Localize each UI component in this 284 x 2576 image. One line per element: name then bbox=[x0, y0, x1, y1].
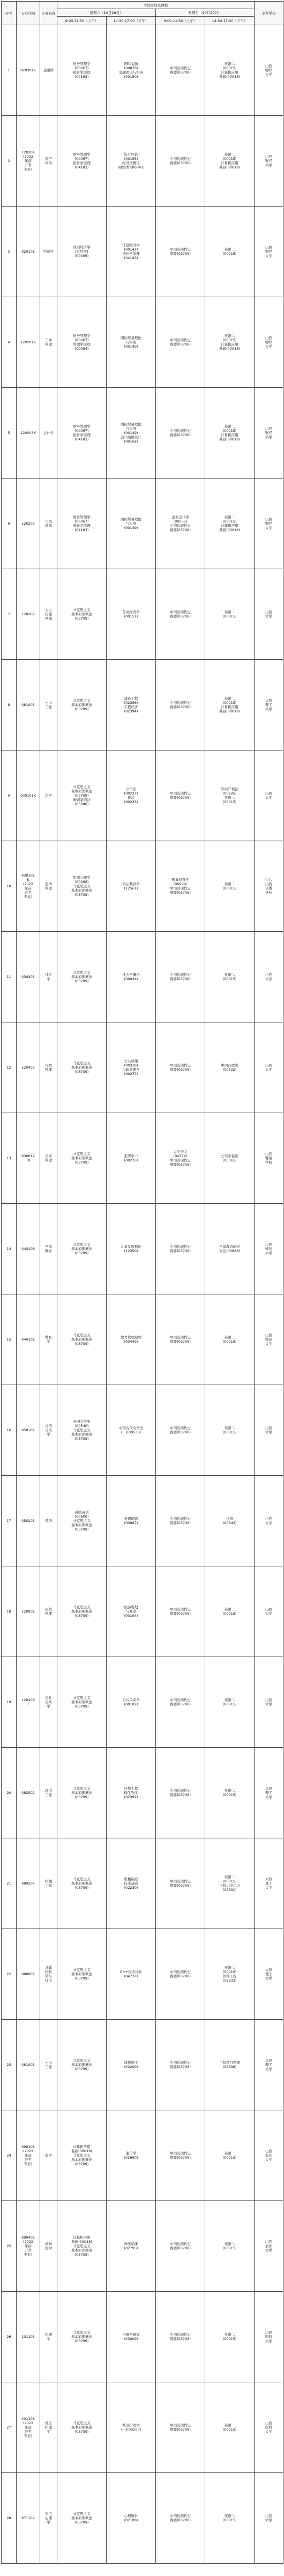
table-row bbox=[2, 841, 283, 932]
row-seq: 14 bbox=[2, 1204, 17, 1294]
row-exam-cell: 英语二 (00015) 计算机应用 基础(00018) bbox=[205, 660, 255, 750]
row-major-code: 030101K bbox=[17, 750, 40, 841]
row-seq: 17 bbox=[2, 1476, 17, 1566]
header-slot-sun-pm: 14:30-17:00（下午） bbox=[205, 17, 255, 25]
row-exam-cell: 英语二 (00015) bbox=[205, 841, 255, 932]
row-exam-cell: 知识产权法 (00226) 英语二 (00015) bbox=[205, 750, 255, 841]
row-exam-cell: 中国近现代史 纲要(03708) bbox=[156, 1476, 205, 1566]
row-major-name: 经济学 bbox=[40, 207, 57, 297]
row-exam-cell: 中国近现代史 纲要(03708) bbox=[156, 2201, 205, 2292]
row-seq: 3 bbox=[2, 207, 17, 297]
row-major-code: 020101 bbox=[17, 207, 40, 297]
row-seq: 25 bbox=[2, 2201, 17, 2292]
row-school: 山西 大学 bbox=[255, 569, 283, 660]
row-major-name: 环境 工程 bbox=[40, 1748, 57, 1838]
row-exam-cell: 英语二 (00015) 软件工程 (02333) bbox=[205, 1929, 255, 2020]
row-exam-cell: 兽医临床 (02795) bbox=[107, 2201, 156, 2292]
row-major-name: 旅游 管理 bbox=[40, 1566, 57, 1657]
row-school: 太原 理工 大学 bbox=[255, 1838, 283, 1929]
row-exam-cell: 环境工程 微生物学 (02392) bbox=[107, 1748, 156, 1838]
row-exam-cell: 刑事侦查学 (00999) 中国近现代史 纲要(03708) bbox=[156, 841, 205, 932]
table-row bbox=[2, 660, 283, 750]
row-exam-cell: 马克思主义 基本原理概论 (03709) bbox=[57, 1929, 107, 2020]
row-exam-cell: 中国近现代史 纲要(03708) bbox=[156, 569, 205, 660]
row-exam-cell: 英语二 (00015) 计算机应用 基础(00018) bbox=[205, 116, 255, 207]
table-row bbox=[2, 388, 283, 479]
row-exam-cell: 英语二 (00015) bbox=[205, 2382, 255, 2473]
row-seq: 26 bbox=[2, 2292, 17, 2382]
row-school: 山西 财经 大学 bbox=[255, 207, 283, 297]
row-major-name: 动物 医学 bbox=[40, 2201, 57, 2292]
row-exam-cell: 国际贸易理论 与实务 (00149) 会计制度设计 (00162) bbox=[107, 388, 156, 479]
row-exam-cell: 中国近现代史 纲要(03708) bbox=[156, 1657, 205, 1748]
row-exam-cell: 英语二 (00015) bbox=[205, 207, 255, 297]
table-row bbox=[2, 2020, 283, 2110]
row-major-name: 监所 管理 bbox=[40, 841, 57, 932]
row-school: 山西 财经 大学 bbox=[255, 479, 283, 569]
row-exam-cell: 儿童发展理论 (12350) bbox=[107, 1204, 156, 1294]
row-exam-cell: 马克思主义 基本原理概论 (03709) bbox=[57, 2473, 107, 2564]
row-exam-cell: 马克思主义 基本原理概论 (03709) bbox=[57, 1566, 107, 1657]
row-school: 山西 大学 bbox=[255, 932, 283, 1022]
row-exam-cell: 英语二 (00015) bbox=[205, 1294, 255, 1385]
row-exam-cell: 国际金融 (00076) 金融理论与实务 (00150) bbox=[107, 25, 156, 116]
row-seq: 28 bbox=[2, 2473, 17, 2564]
row-major-code: 090101 (2022 年前 开考 专业) bbox=[17, 2110, 40, 2201]
row-major-code: 120203K bbox=[17, 388, 40, 479]
row-school: 山西 大学 bbox=[255, 1022, 283, 1113]
row-exam-cell: 马克思主义 基本原理概论 (03709) bbox=[57, 2382, 107, 2473]
table-row bbox=[2, 569, 283, 660]
row-school: 山西 大学 bbox=[255, 1566, 283, 1657]
row-exam-cell: 英语翻译 (00087) bbox=[107, 1476, 156, 1566]
row-major-name: 土木 工程 bbox=[40, 660, 57, 750]
row-exam-cell: 公安学基础 (00365) bbox=[205, 1113, 255, 1204]
row-exam-cell: 马克思主义 基本原理概论 (03709) bbox=[57, 1657, 107, 1748]
row-exam-cell: 犯罪心理学 (00268) 马克思主义 基本原理概论 (03709) bbox=[57, 841, 107, 932]
header-sunday: 星期日（10月29日） bbox=[156, 9, 255, 17]
row-exam-cell: 英语二 (00015) 工程力学(二) (02391) bbox=[205, 1838, 255, 1929]
row-exam-cell: 马克思主义 基本原理概论 (03709) 婚姻家庭法 (05680) bbox=[57, 750, 107, 841]
row-major-name: 法学 bbox=[40, 750, 57, 841]
table-row bbox=[2, 932, 283, 1022]
row-seq: 16 bbox=[2, 1385, 17, 1476]
row-exam-cell: 英语二 (00015) bbox=[205, 1385, 255, 1476]
table-row bbox=[2, 750, 283, 841]
row-school: 山西 财经 大学 bbox=[255, 25, 283, 116]
row-exam-cell: 犯罪学一 (00235) bbox=[107, 1113, 156, 1204]
table-row bbox=[2, 1748, 283, 1838]
row-seq: 8 bbox=[2, 660, 17, 750]
row-exam-cell: 英语二 (00015) 计算机应用 基础(00018) bbox=[205, 388, 255, 479]
header-code: 专业代码 bbox=[17, 2, 40, 25]
row-exam-cell: 马克思主义 基本原理概论 (03709) bbox=[57, 1294, 107, 1385]
row-exam-cell: 中国近现代史 纲要(03708) bbox=[156, 1385, 205, 1476]
row-exam-cell: 英语二 (00015) bbox=[205, 1748, 255, 1838]
table-row bbox=[2, 297, 283, 388]
table-row bbox=[2, 1113, 283, 1204]
row-seq: 11 bbox=[2, 932, 17, 1022]
row-exam-cell: 中国近现代史 纲要(03708) bbox=[156, 2292, 205, 2382]
schedule-rows bbox=[2, 25, 283, 2564]
row-major-code: 080204 bbox=[17, 1838, 40, 1929]
row-exam-cell: 建筑施工 (02400) bbox=[107, 2020, 156, 2110]
row-exam-cell: 财务管理学 (00067) 统计学原理 (04183) bbox=[57, 25, 107, 116]
row-exam-cell: 中国近现代史 纲要(03708) bbox=[156, 1838, 205, 1929]
row-exam-cell: 公司法 (00227) 税法 (00233) bbox=[107, 750, 156, 841]
header-slot-sat-pm: 14:30-17:00（下午） bbox=[107, 17, 156, 25]
row-exam-cell: 大学语文 (04729) 中国近现代史 纲要(03708) bbox=[156, 1113, 205, 1204]
header-seq: 序号 bbox=[2, 2, 17, 25]
row-major-name: 会计学 bbox=[40, 388, 57, 479]
row-exam-cell: 高级英语 (00600) 马克思主义 基本原理概论 (03709) bbox=[57, 1476, 107, 1566]
row-exam-cell: 外国文学史 (00540) 马克思主义 基本原理概论 (03709) bbox=[57, 1385, 107, 1476]
row-major-code: 080901 bbox=[17, 1929, 40, 2020]
row-school: 山西 财经 大学 bbox=[255, 116, 283, 207]
row-exam-cell: 中国近现代史 纲要(03708) bbox=[156, 25, 205, 116]
table-row bbox=[2, 1385, 283, 1476]
row-exam-cell: 中国近现代史 纲要(03708) bbox=[156, 2110, 205, 2201]
row-exam-cell: 心理统计 (02108) bbox=[107, 2473, 156, 2564]
row-major-name: 公安 管理 bbox=[40, 1113, 57, 1204]
exam-schedule-table bbox=[1, 1, 283, 2564]
row-major-code: 081001 bbox=[17, 660, 40, 750]
row-exam-cell: 英语二 (00015) bbox=[205, 2473, 255, 2564]
row-exam-cell: 马克思主义 基本原理概论 (03709) bbox=[57, 932, 107, 1022]
row-exam-cell: 马克思主义 基本原理概论 (03709) bbox=[57, 2292, 107, 2382]
row-major-name: 应用 心理 学 bbox=[40, 2473, 57, 2564]
row-seq: 13 bbox=[2, 1113, 17, 1204]
row-exam-cell: 财务管理学 (00067) 统计学原理 (04183) bbox=[57, 116, 107, 207]
row-seq: 18 bbox=[2, 1566, 17, 1657]
header-name: 专业名称 bbox=[40, 2, 57, 25]
row-seq: 10 bbox=[2, 841, 17, 932]
row-exam-cell: 教育管理原理 (00449) bbox=[107, 1294, 156, 1385]
row-major-name: 护理 学 bbox=[40, 2292, 57, 2382]
row-school: 山西 师范 大学 bbox=[255, 1294, 283, 1385]
row-exam-cell: C++程序设计 (04737) bbox=[107, 1929, 156, 2020]
row-major-name: 学前 教育 bbox=[40, 1204, 57, 1294]
row-major-code: 071102 bbox=[17, 2473, 40, 2564]
row-school: 山西 警察 学院 bbox=[255, 1113, 283, 1204]
row-exam-cell: 遗传学 (02680) bbox=[107, 2110, 156, 2201]
table-row bbox=[2, 2292, 283, 2382]
row-major-name: 农学 bbox=[40, 2110, 57, 2201]
row-major-name: 公共 关系 学 bbox=[40, 1657, 57, 1748]
row-major-name: 行政 管理 bbox=[40, 1022, 57, 1113]
exam-schedule-sheet bbox=[1, 1, 283, 2564]
row-major-name: 人力 资源 管理 bbox=[40, 569, 57, 660]
row-exam-cell: 工程项目管理 (02398) bbox=[205, 2020, 255, 2110]
row-exam-cell: 英语二 (00015) bbox=[205, 569, 255, 660]
row-school: 太原 理工 大学 bbox=[255, 1748, 283, 1838]
row-exam-cell: 马克思主义 基本原理概论 (03709) bbox=[57, 1113, 107, 1204]
row-exam-cell: 马克思主义 基本原理概论 (03709) bbox=[57, 569, 107, 660]
row-major-code: 030101 K (2022 年前 开考 专业) bbox=[17, 841, 40, 932]
row-exam-cell: 中国近现代史 纲要(03708) bbox=[156, 750, 205, 841]
row-school: 山西 大学 bbox=[255, 1476, 283, 1566]
table-row bbox=[2, 25, 283, 116]
row-seq: 7 bbox=[2, 569, 17, 660]
header-saturday: 星期六（10月28日） bbox=[57, 9, 156, 17]
row-school: 山西 大学 bbox=[255, 2473, 283, 2564]
row-seq: 9 bbox=[2, 750, 17, 841]
table-row bbox=[2, 1657, 283, 1748]
row-exam-cell: 中国近现代史 纲要(03708) bbox=[156, 932, 205, 1022]
row-exam-cell: 学前教育研究 方法(00888) bbox=[205, 1204, 255, 1294]
row-exam-cell: 中国行政史 (00322) bbox=[205, 1022, 255, 1113]
row-seq: 23 bbox=[2, 2020, 17, 2110]
row-exam-cell: 中国近现代史 纲要(03708) bbox=[156, 207, 205, 297]
row-school: 山西 农业 大学 bbox=[255, 2201, 283, 2292]
row-major-name: 金融学 bbox=[40, 25, 57, 116]
row-major-code: 120402 bbox=[17, 1022, 40, 1113]
row-seq: 2 bbox=[2, 116, 17, 207]
row-major-code: 040106 bbox=[17, 1204, 40, 1294]
row-major-name: 教育 学 bbox=[40, 1294, 57, 1385]
row-major-code: 120206 bbox=[17, 569, 40, 660]
row-seq: 15 bbox=[2, 1294, 17, 1385]
row-exam-cell: 中国近现代史 纲要(03708) bbox=[156, 1566, 205, 1657]
row-major-name: 工商 管理 bbox=[40, 297, 57, 388]
row-major-code: 081001 bbox=[17, 2020, 40, 2110]
table-row bbox=[2, 1476, 283, 1566]
row-exam-cell: 英语二 (00015) bbox=[205, 2292, 255, 2382]
row-seq: 20 bbox=[2, 1748, 17, 1838]
row-exam-cell: 财务管理学 (00067) 统计学原理 (04183) bbox=[57, 479, 107, 569]
row-exam-cell: 财务管理学 (00067) 统计学原理 (04183) bbox=[57, 388, 107, 479]
row-major-name: 市场 营销 bbox=[40, 479, 57, 569]
row-major-code: 401101 (2022 年前 开考 专业) bbox=[17, 2382, 40, 2473]
row-school: 山西 大学 bbox=[255, 1657, 283, 1748]
table-row bbox=[2, 1294, 283, 1385]
row-exam-cell: 英语二 (00015) 计算机应用 基础(00018) bbox=[205, 25, 255, 116]
row-school: 山西 医科 大学 bbox=[255, 2382, 283, 2473]
row-major-name: 计算 机科 学与 技术 bbox=[40, 1929, 57, 2020]
row-exam-cell: 计算机应用 基础(00018) 马克思主义 基本原理概论 (03709) bbox=[57, 2110, 107, 2201]
row-exam-cell: 计算机应用 基础(00018) 马克思主义 基本原理概论 (03709) bbox=[57, 2201, 107, 2292]
row-major-code: 120901 bbox=[17, 1566, 40, 1657]
table-row bbox=[2, 1022, 283, 1113]
row-seq: 19 bbox=[2, 1657, 17, 1748]
table-row bbox=[2, 2110, 283, 2201]
row-exam-cell: 旅游规划 与开发 (00194) bbox=[107, 1566, 156, 1657]
header-slot-sat-am: 9:00-11:30（上午） bbox=[57, 17, 107, 25]
row-major-code: 120409 T bbox=[17, 1657, 40, 1748]
table-row bbox=[2, 116, 283, 207]
row-major-code: 120201K bbox=[17, 297, 40, 388]
row-exam-cell: 英语二 (00015) bbox=[205, 2201, 255, 2292]
table-row bbox=[2, 2382, 283, 2473]
row-major-code: 020301K bbox=[17, 25, 40, 116]
row-exam-cell: 英语二 (00015) bbox=[205, 2110, 255, 2201]
row-exam-cell: 马克思主义 基本原理概论 (03709) bbox=[57, 660, 107, 750]
row-major-code: 090401 (2022 年前 开考 专业) bbox=[17, 2201, 40, 2292]
row-exam-cell: 中国近现代史 纲要(03708) bbox=[156, 1929, 205, 2020]
row-exam-cell: 英语二 (00015) 计算机应用 基础(00018) bbox=[205, 297, 255, 388]
row-major-name: 汉语 言文 学 bbox=[40, 1385, 57, 1476]
table-row bbox=[2, 2201, 283, 2292]
header-school: 主考学校 bbox=[255, 2, 283, 25]
row-exam-cell: 护理学研究 (03009) bbox=[107, 2292, 156, 2382]
row-exam-cell: 中国近现代史 纲要(03708) bbox=[156, 1294, 205, 1385]
row-major-name: 机械 工程 bbox=[40, 1838, 57, 1929]
row-exam-cell: 中国近现代史 纲要(03708) bbox=[156, 2473, 205, 2564]
row-major-code: 120201 (2022 年前 开考 专业) bbox=[17, 116, 40, 207]
row-exam-cell: 马克思主义 基本原理概论 (03709) bbox=[57, 2020, 107, 2110]
table-row bbox=[2, 207, 283, 297]
row-major-code: 050101 bbox=[17, 1385, 40, 1476]
row-exam-cell: 劳动经济学 (00151) bbox=[107, 569, 156, 660]
row-school: 山西 财经 大学 bbox=[255, 388, 283, 479]
row-seq: 21 bbox=[2, 1838, 17, 1929]
row-school: 太原 理工 大学 bbox=[255, 660, 283, 750]
row-exam-cell: 中国近现代史 纲要(03708) bbox=[156, 1022, 205, 1113]
row-school: 山西 师范 大学 bbox=[255, 1204, 283, 1294]
row-exam-cell: 马克思主义 基本原理概论 (03709) bbox=[57, 1838, 107, 1929]
row-major-code: 050201 bbox=[17, 1476, 40, 1566]
table-row bbox=[2, 1929, 283, 2020]
table-row bbox=[2, 1838, 283, 1929]
row-exam-cell: 日语 (00843) bbox=[205, 1476, 255, 1566]
row-exam-cell: 国际贸易理论 与实务 (00149) bbox=[107, 297, 156, 388]
row-major-name: 土木 工程 bbox=[40, 2020, 57, 2110]
row-seq: 5 bbox=[2, 388, 17, 479]
row-seq: 4 bbox=[2, 297, 17, 388]
row-major-name: 社会 学 bbox=[40, 932, 57, 1022]
row-seq: 24 bbox=[2, 2110, 17, 2201]
row-exam-cell: 中国古代文学史 (一)(00538) bbox=[107, 1385, 156, 1476]
row-exam-cell: 企业会计学 (00055) 中国近现代史 纲要(03708) bbox=[156, 479, 205, 569]
row-exam-cell: 马克思主义 基本原理概论 (03709) bbox=[57, 1204, 107, 1294]
row-major-code: 120202 bbox=[17, 479, 40, 569]
row-exam-cell: 中国近现代史 纲要(03708) bbox=[156, 388, 205, 479]
row-exam-cell: 中国近现代史 纲要(03708) bbox=[156, 1748, 205, 1838]
row-exam-cell: 机械制造 技术基础 (02230) bbox=[107, 1838, 156, 1929]
row-exam-cell: 英语二 (00015) bbox=[205, 1566, 255, 1657]
row-seq: 6 bbox=[2, 479, 17, 569]
row-exam-cell: 政治经济学 (财经类) (00009) bbox=[57, 207, 107, 297]
row-exam-cell: 马克思主义 基本原理概论 (03709) bbox=[57, 1022, 107, 1113]
row-exam-cell: 中国近现代史 纲要(03708) bbox=[156, 297, 205, 388]
row-major-name: 社区 护理 学 bbox=[40, 2382, 57, 2473]
row-exam-cell: 中国近现代史 纲要(03708) bbox=[156, 116, 205, 207]
row-exam-cell: 财务管理学 (00067) 管理学原理 (00054) bbox=[57, 297, 107, 388]
row-exam-cell: 中国近现代史 纲要(03708) bbox=[156, 2020, 205, 2110]
row-school: 山西 财经 大学 bbox=[255, 297, 283, 388]
row-seq: 12 bbox=[2, 1022, 17, 1113]
row-major-code: 101101 bbox=[17, 2292, 40, 2382]
row-exam-cell: 公共关系学 (00182) bbox=[107, 1657, 156, 1748]
row-exam-cell: 国际贸易理论 与实务 (00149) bbox=[107, 479, 156, 569]
row-major-code: 040101 bbox=[17, 1294, 40, 1385]
row-seq: 27 bbox=[2, 2382, 17, 2473]
row-exam-cell: 公共政策 (00318) 行政管理学 (00277) bbox=[107, 1022, 156, 1113]
row-school: 山西 医科 大学 bbox=[255, 2292, 283, 2382]
table-row bbox=[2, 1204, 283, 1294]
header-exam-title: 考试时间及课程 bbox=[57, 2, 255, 9]
row-exam-cell: 中国近现代史 纲要(03708) bbox=[156, 2382, 205, 2473]
row-exam-cell: 矫正教育学 (12561) bbox=[107, 841, 156, 932]
row-exam-cell: 马克思主义 基本原理概论 (03709) bbox=[57, 1748, 107, 1838]
row-exam-cell: 中国近现代史 纲要(03708) bbox=[156, 660, 205, 750]
row-school: 中共 山西 省委 党校 bbox=[255, 841, 283, 932]
table-row bbox=[2, 1566, 283, 1657]
row-school: 山西 大学 bbox=[255, 1385, 283, 1476]
row-exam-cell: 计量经济学 (00142) 统计学原理 (04183) bbox=[107, 207, 156, 297]
row-school: 太原 理工 大学 bbox=[255, 1929, 283, 2020]
row-major-code: 082502 bbox=[17, 1748, 40, 1838]
table-row bbox=[2, 479, 283, 569]
table-row bbox=[2, 2473, 283, 2564]
row-school: 山西 农业 大学 bbox=[255, 2110, 283, 2201]
row-major-code: 030301 bbox=[17, 932, 40, 1022]
row-exam-cell: 英语二 (00015) 计算机应用 基础(00018) bbox=[205, 479, 255, 569]
row-exam-cell: 社区护理学 (一)(03200) bbox=[107, 2382, 156, 2473]
row-major-name: 英语 bbox=[40, 1476, 57, 1566]
row-major-name: 资产 评估 bbox=[40, 116, 57, 207]
row-school: 太原 理工 大学 bbox=[255, 2020, 283, 2110]
row-exam-cell: 建设工程 (02396) 工程经济 (02394) bbox=[107, 660, 156, 750]
row-exam-cell: 英语二 (00015) bbox=[205, 1657, 255, 1748]
row-exam-cell: 英语二 (00015) bbox=[205, 932, 255, 1022]
row-exam-cell: 资产评估 (00158) 经济法概论 (财经类)(00043) bbox=[107, 116, 156, 207]
row-major-code: 030612 TK bbox=[17, 1113, 40, 1204]
row-exam-cell: 中国近现代史 纲要(03708) bbox=[156, 1204, 205, 1294]
row-exam-cell: 社会学概论 (00034) bbox=[107, 932, 156, 1022]
row-seq: 1 bbox=[2, 25, 17, 116]
row-school: 山西 大学 bbox=[255, 750, 283, 841]
row-seq: 22 bbox=[2, 1929, 17, 2020]
header-slot-sun-am: 9:00-11:30（上午） bbox=[156, 17, 205, 25]
